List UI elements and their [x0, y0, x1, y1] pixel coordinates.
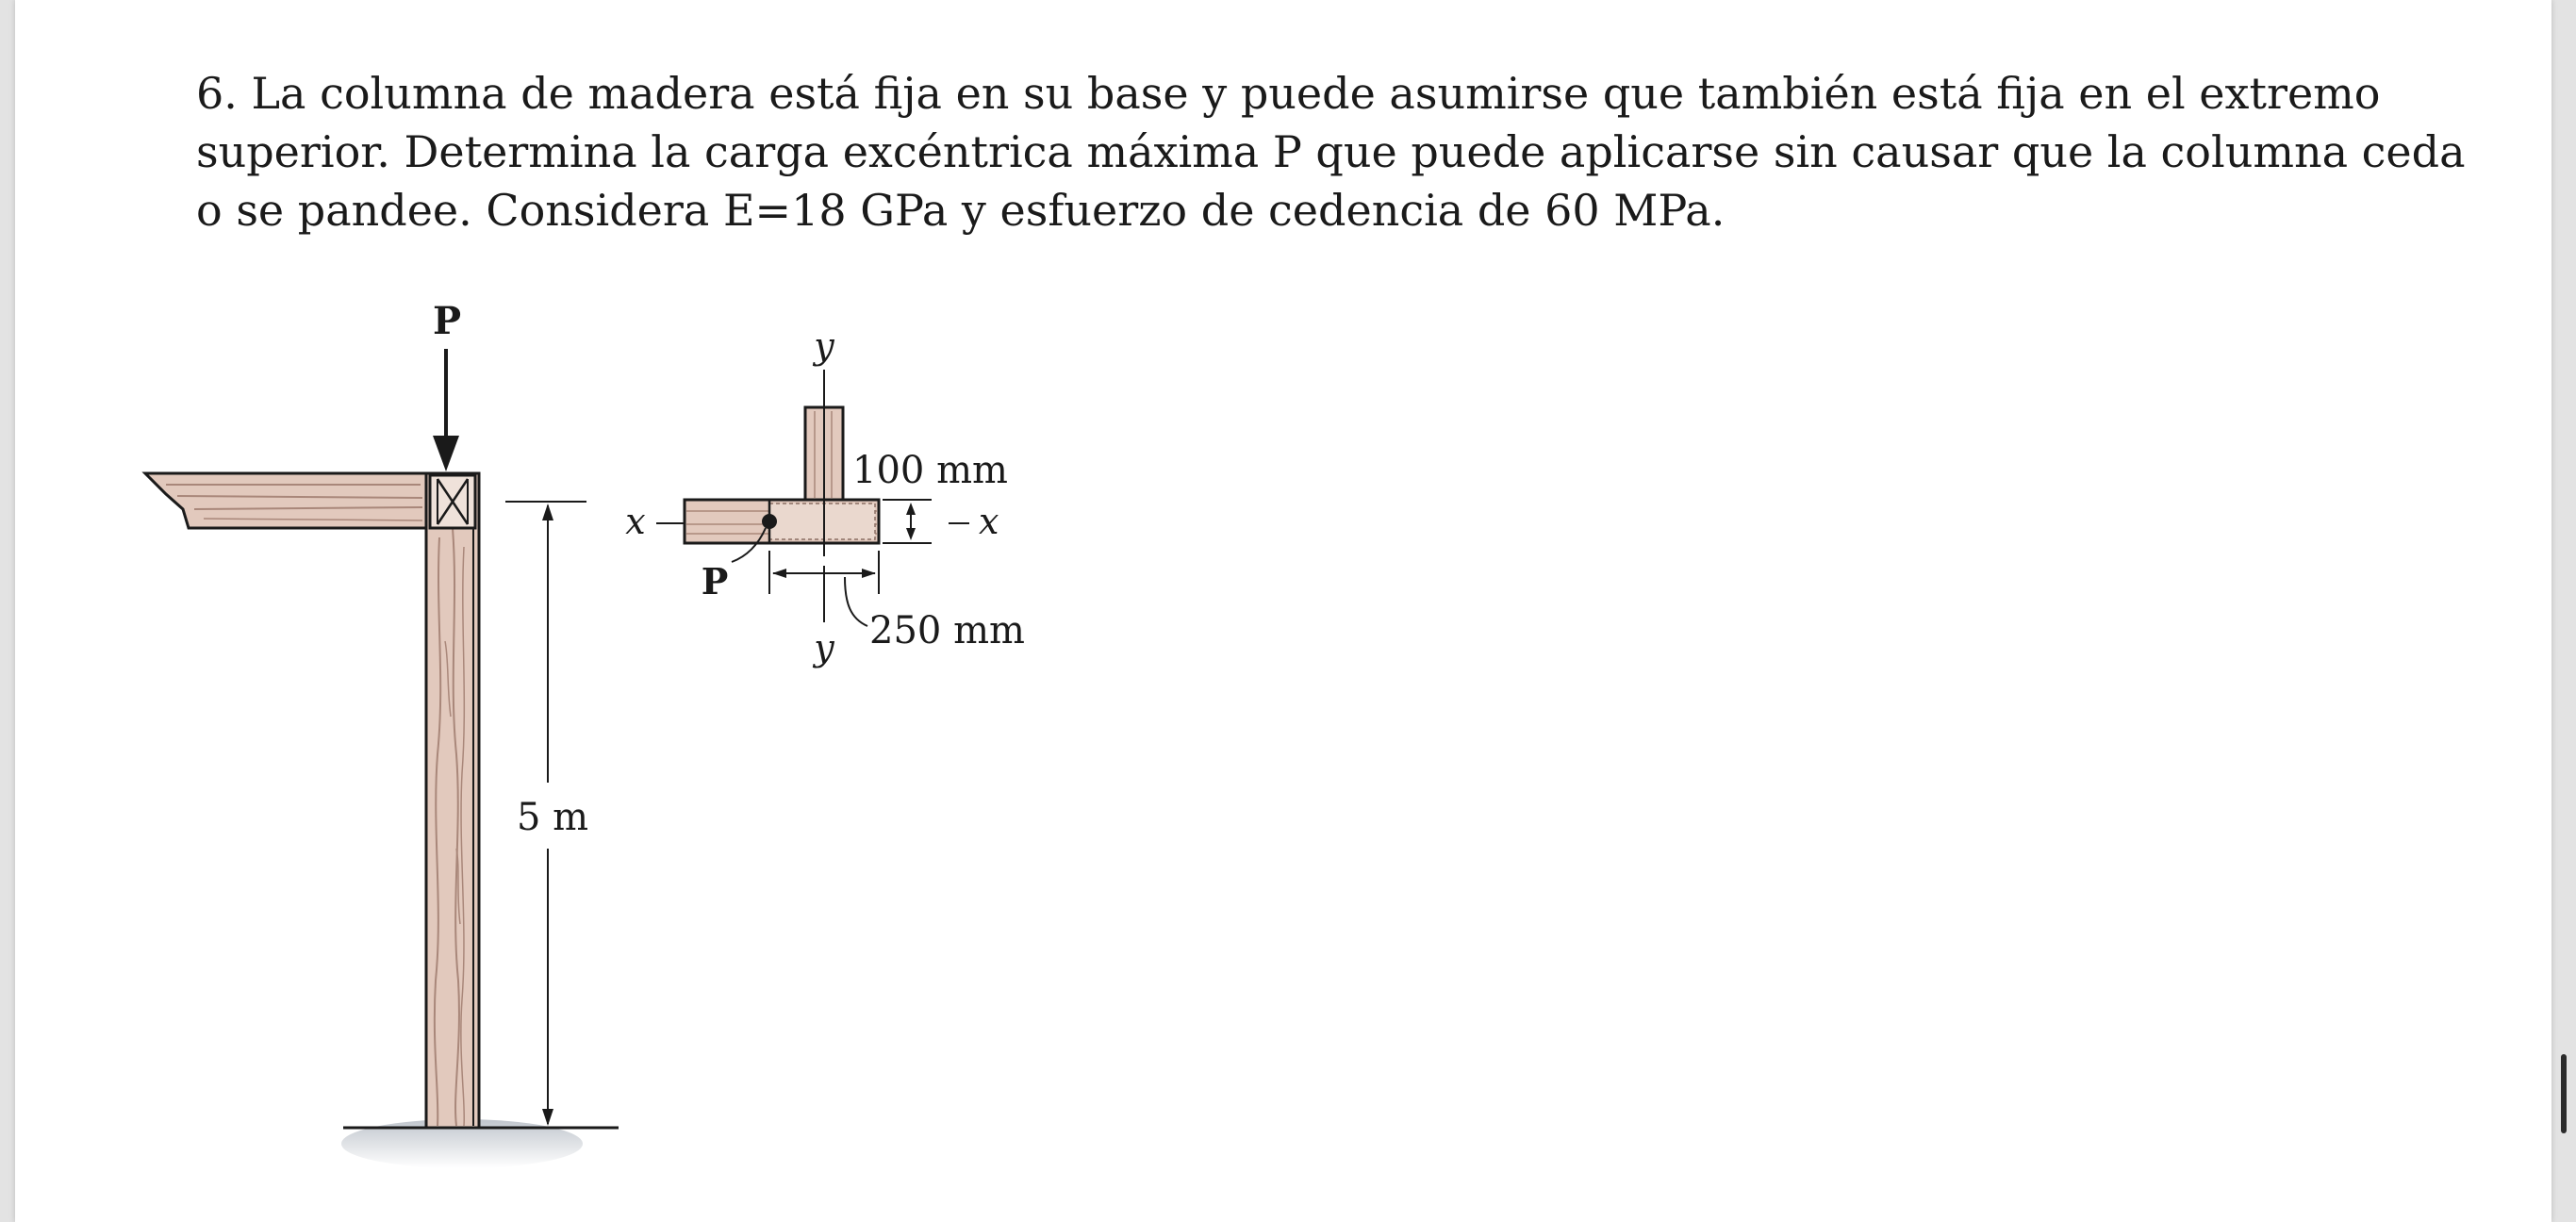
width-label: 250 mm — [869, 609, 1025, 652]
thickness-dimension — [883, 500, 932, 543]
y-axis-label-bottom: y — [814, 627, 834, 669]
document-page — [15, 0, 2551, 1222]
section-load-label: P — [701, 560, 729, 603]
column-figure — [15, 0, 2551, 1222]
top-fixity-block — [430, 475, 475, 528]
top-beam — [145, 473, 426, 528]
y-axis-label-top: y — [814, 325, 834, 367]
scrollbar-thumb[interactable] — [2561, 1054, 2567, 1133]
thickness-label: 100 mm — [852, 449, 1008, 492]
load-arrow — [433, 349, 459, 471]
wood-column — [426, 473, 479, 1128]
problem-statement: 6. La columna de madera está fija en su base y puede asumirse que también está fija en el extremo superior. Determina la carga excéntrica máxima P que puede aplicarse sin causar que la columna ceda o se pandee. Considera E=18 GPa y esfuerzo de cedencia de 60 MPa. — [196, 68, 2466, 236]
cross-section — [685, 407, 879, 543]
height-label: 5 m — [516, 796, 589, 839]
x-axis-label-right: x — [979, 501, 999, 542]
x-axis-label-left: x — [625, 501, 646, 542]
load-label: P — [432, 299, 462, 343]
